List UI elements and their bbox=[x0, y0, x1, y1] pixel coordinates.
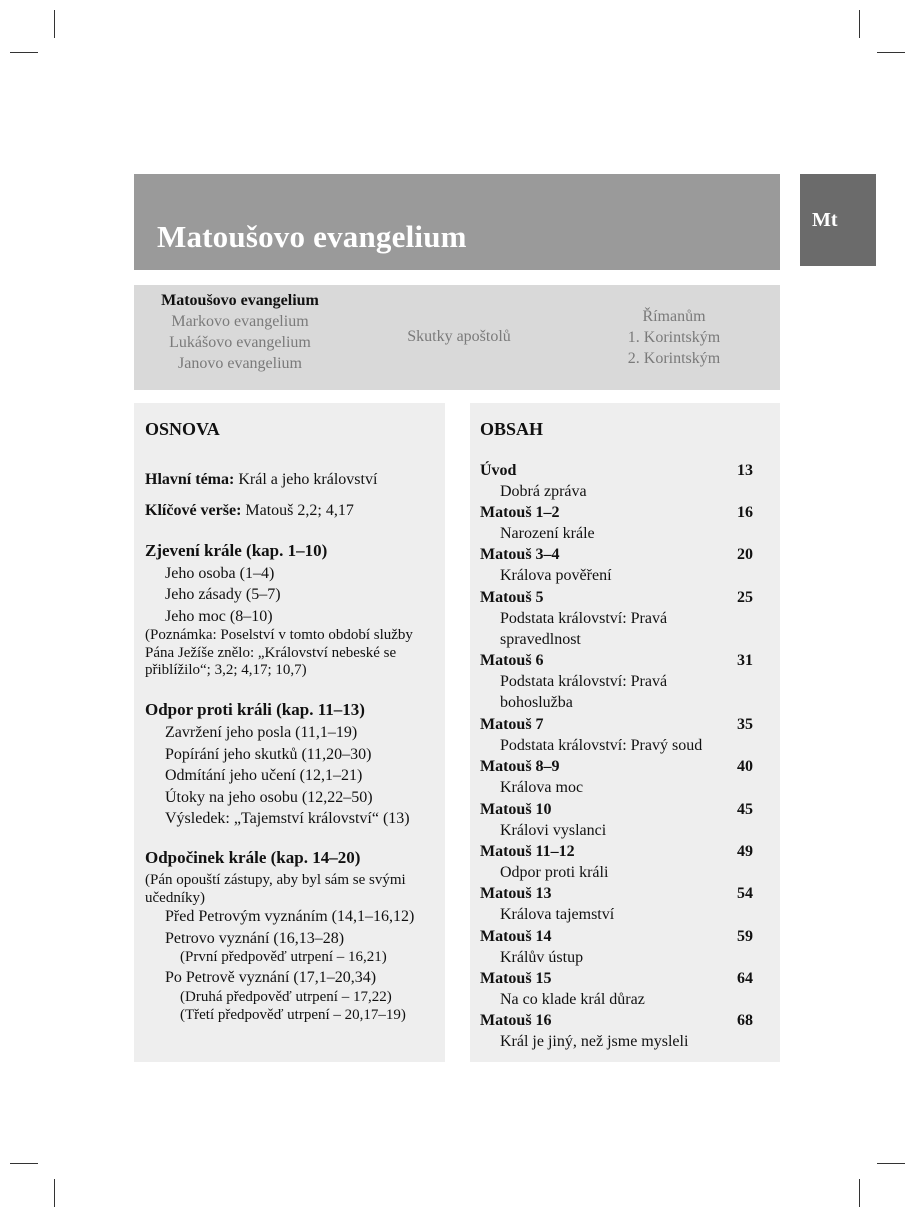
book-item: Skutky apoštolů bbox=[407, 328, 511, 345]
main-theme-value: Král a jeho království bbox=[234, 471, 378, 488]
contents-entry-subtitle: Podstata království: Pravá bbox=[500, 673, 668, 690]
contents-entry-ref: Matouš 6 bbox=[480, 652, 544, 669]
outline-item: Útoky na jeho osobu (12,22–50) bbox=[165, 789, 373, 806]
contents-entry-page: 49 bbox=[737, 843, 753, 860]
acts-column bbox=[384, 326, 534, 347]
contents-entry-page: 40 bbox=[737, 758, 753, 775]
crop-mark bbox=[54, 10, 55, 38]
outline-item: Odmítání jeho učení (12,1–21) bbox=[165, 767, 363, 784]
outline-item: Popírání jeho skutků (11,20–30) bbox=[165, 746, 372, 763]
key-verses-value: Matouš 2,2; 4,17 bbox=[241, 502, 354, 519]
outline-subitem: (Třetí předpověď utrpení – 20,17–19) bbox=[180, 1007, 406, 1023]
contents-entry-subtitle: Králova tajemství bbox=[500, 906, 615, 923]
contents-entry-ref: Matouš 5 bbox=[480, 589, 544, 606]
contents-entry bbox=[480, 652, 753, 670]
contents-entry-page: 25 bbox=[737, 589, 753, 606]
contents-entry bbox=[480, 589, 753, 607]
contents-heading: OBSAH bbox=[480, 419, 544, 439]
section-title: Odpočinek krále (kap. 14–20) bbox=[145, 848, 361, 867]
key-verses bbox=[145, 502, 354, 520]
contents-entry bbox=[480, 801, 753, 819]
book-item: Římanům bbox=[642, 308, 706, 325]
contents-entry-page: 45 bbox=[737, 801, 753, 818]
contents-entry-subtitle: Královi vyslanci bbox=[500, 822, 607, 839]
contents-entry-page: 68 bbox=[737, 1012, 753, 1029]
outline-note: učedníky) bbox=[145, 890, 205, 906]
contents-panel bbox=[470, 403, 780, 1062]
contents-entry-page: 13 bbox=[737, 462, 753, 479]
contents-entry-page: 59 bbox=[737, 928, 753, 945]
main-theme-label: Hlavní téma: bbox=[145, 471, 235, 488]
section-title: Odpor proti králi (kap. 11–13) bbox=[145, 700, 365, 719]
contents-entry-ref: Matouš 3–4 bbox=[480, 546, 560, 563]
contents-entry-ref: Matouš 13 bbox=[480, 885, 552, 902]
contents-entry bbox=[480, 546, 753, 564]
contents-entry-ref: Matouš 16 bbox=[480, 1012, 552, 1029]
title-banner bbox=[134, 174, 780, 270]
contents-entry bbox=[480, 462, 753, 480]
contents-entry bbox=[480, 928, 753, 946]
outline-note: (Pán opouští zástupy, aby byl sám se svými bbox=[145, 872, 406, 888]
contents-entry-page: 54 bbox=[737, 885, 753, 902]
book-tab bbox=[800, 174, 876, 266]
contents-entry-subtitle: Odpor proti králi bbox=[500, 864, 609, 881]
outline-item: Jeho osoba (1–4) bbox=[165, 565, 275, 582]
contents-entry-subtitle: Králova pověření bbox=[500, 567, 612, 584]
contents-entry-page: 35 bbox=[737, 716, 753, 733]
crop-mark bbox=[877, 1163, 905, 1164]
outline-item: Po Petrově vyznání (17,1–20,34) bbox=[165, 969, 377, 986]
outline-subitem: (První předpověď utrpení – 16,21) bbox=[180, 949, 387, 965]
contents-entry-subtitle: Narození krále bbox=[500, 525, 595, 542]
outline-item: Před Petrovým vyznáním (14,1–16,12) bbox=[165, 908, 415, 925]
outline-panel bbox=[134, 403, 445, 1062]
contents-list bbox=[470, 403, 780, 1062]
section-title: Zjevení krále (kap. 1–10) bbox=[145, 541, 328, 560]
contents-entry-ref: Matouš 11–12 bbox=[480, 843, 575, 860]
contents-entry-page: 31 bbox=[737, 652, 753, 669]
contents-entry-subtitle: bohoslužba bbox=[500, 694, 573, 711]
book-tab-label: Mt bbox=[812, 209, 838, 231]
crop-mark bbox=[10, 1163, 38, 1164]
outline-heading: OSNOVA bbox=[145, 419, 220, 439]
book-item: 2. Korintským bbox=[627, 350, 721, 367]
contents-entry-subtitle: Dobrá zpráva bbox=[500, 483, 587, 500]
contents-entry-ref: Úvod bbox=[480, 462, 517, 479]
contents-entry bbox=[480, 970, 753, 988]
crop-mark bbox=[54, 1179, 55, 1207]
contents-entry bbox=[480, 1012, 753, 1030]
crop-mark bbox=[877, 52, 905, 53]
outline-note: (Poznámka: Poselství v tomto období služby bbox=[145, 627, 413, 643]
contents-entry-subtitle: Králův ústup bbox=[500, 949, 584, 966]
contents-entry bbox=[480, 716, 753, 734]
contents-entry-subtitle: Králova moc bbox=[500, 779, 584, 796]
contents-entry-ref: Matouš 15 bbox=[480, 970, 552, 987]
book-item: Janovo evangelium bbox=[178, 355, 302, 372]
contents-entry-subtitle: Na co klade král důraz bbox=[500, 991, 645, 1008]
contents-entry-subtitle: spravedlnost bbox=[500, 631, 581, 648]
contents-entry bbox=[480, 504, 753, 522]
crop-mark bbox=[859, 1179, 860, 1207]
gospels-column bbox=[134, 290, 346, 374]
contents-entry-ref: Matouš 7 bbox=[480, 716, 544, 733]
contents-entry-ref: Matouš 8–9 bbox=[480, 758, 560, 775]
book-current: Matoušovo evangelium bbox=[161, 292, 319, 309]
book-navigation-band bbox=[134, 285, 780, 390]
contents-entry-subtitle: Podstata království: Pravá bbox=[500, 610, 668, 627]
contents-entry-subtitle: Král je jiný, než jsme mysleli bbox=[500, 1033, 689, 1050]
contents-entry-subtitle: Podstata království: Pravý soud bbox=[500, 737, 703, 754]
outline-note: přiblížilo“; 3,2; 4,17; 10,7) bbox=[145, 662, 307, 678]
outline-subitem: (Druhá předpověď utrpení – 17,22) bbox=[180, 989, 392, 1005]
contents-entry-page: 20 bbox=[737, 546, 753, 563]
outline-item: Petrovo vyznání (16,13–28) bbox=[165, 930, 345, 947]
crop-mark bbox=[859, 10, 860, 38]
book-item: Lukášovo evangelium bbox=[169, 334, 311, 351]
outline-item: Výsledek: „Tajemství království“ (13) bbox=[165, 810, 410, 827]
contents-entry bbox=[480, 885, 753, 903]
book-item: 1. Korintským bbox=[627, 329, 721, 346]
epistles-column bbox=[594, 306, 754, 369]
outline-item: Jeho moc (8–10) bbox=[165, 608, 273, 625]
contents-entry-ref: Matouš 1–2 bbox=[480, 504, 560, 521]
contents-entry-page: 16 bbox=[737, 504, 753, 521]
contents-entry-ref: Matouš 10 bbox=[480, 801, 552, 818]
contents-entry-page: 64 bbox=[737, 970, 753, 987]
page-title: Matoušovo evangelium bbox=[157, 219, 467, 254]
contents-entry-ref: Matouš 14 bbox=[480, 928, 552, 945]
main-theme bbox=[145, 471, 377, 489]
contents-entry bbox=[480, 843, 753, 861]
outline-note: Pána Ježíše znělo: „Království nebeské se bbox=[145, 645, 397, 661]
outline-item: Jeho zásady (5–7) bbox=[165, 586, 281, 603]
key-verses-label: Klíčové verše: bbox=[145, 502, 242, 519]
crop-mark bbox=[10, 52, 38, 53]
outline-item: Zavržení jeho posla (11,1–19) bbox=[165, 724, 358, 741]
book-item: Markovo evangelium bbox=[171, 313, 309, 330]
contents-entry bbox=[480, 758, 753, 776]
